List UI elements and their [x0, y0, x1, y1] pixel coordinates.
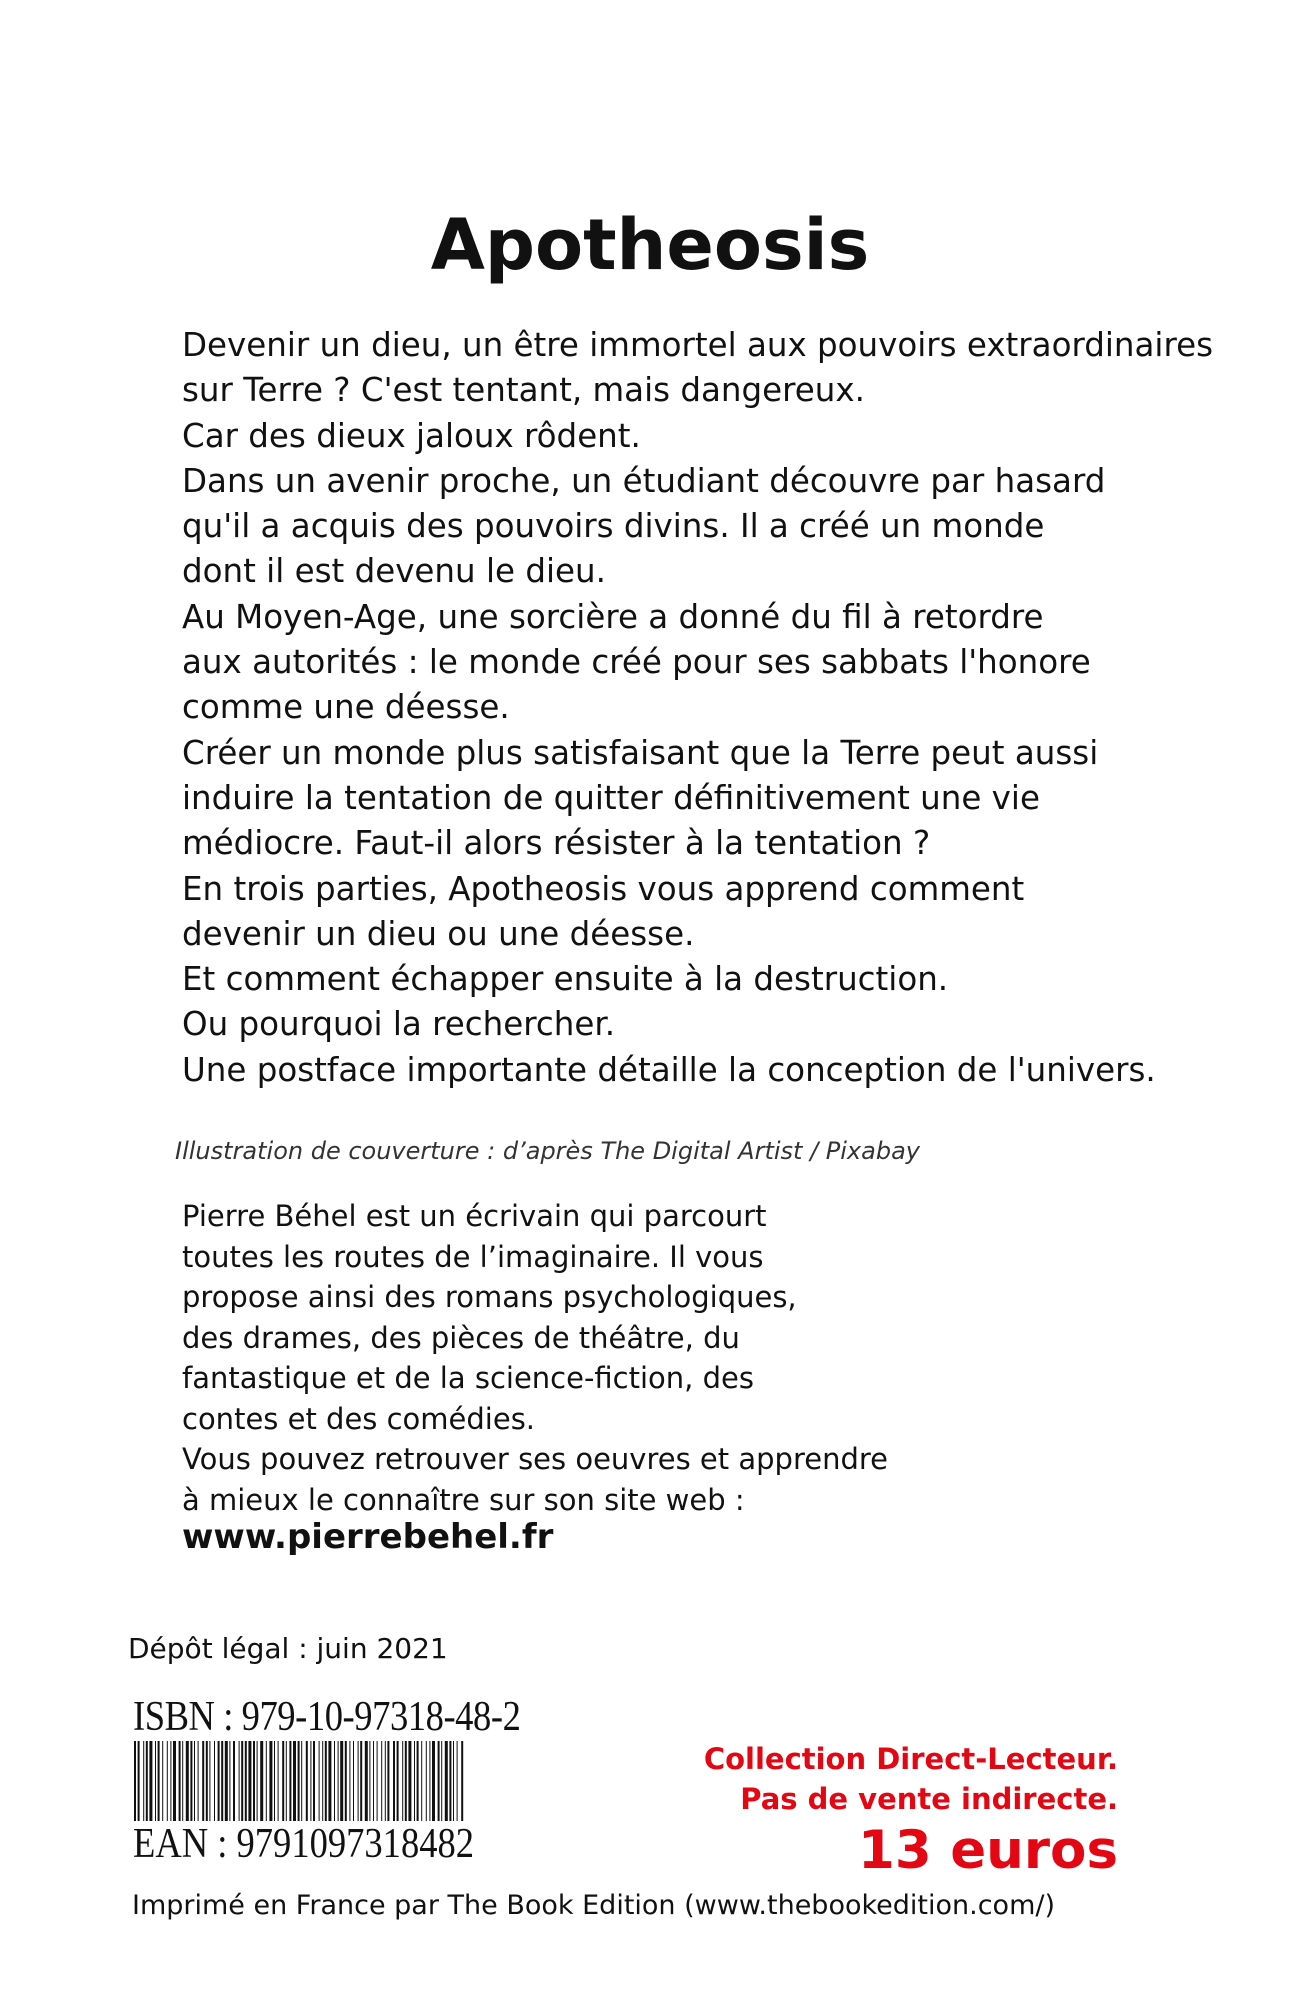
blurb-line: sur Terre ? C'est tentant, mais dangereux. [182, 371, 865, 410]
barcode-bar [206, 1741, 208, 1821]
barcode-bar [408, 1741, 411, 1821]
barcode-bar [349, 1741, 350, 1821]
barcode-bar [328, 1741, 331, 1821]
book-title: Apotheosis [430, 204, 870, 286]
barcode-bar [313, 1741, 315, 1821]
barcode-bar [417, 1741, 419, 1821]
back-cover-blurb [182, 323, 1262, 1093]
barcode-bar [393, 1741, 395, 1821]
blurb-line: induire la tentation de quitter définitivement une vie [182, 778, 1040, 817]
barcode-bar [405, 1741, 407, 1821]
barcode-bar [233, 1741, 235, 1821]
bio-line: des drames, des pièces de théâtre, du [182, 1320, 740, 1355]
barcode-bar [373, 1741, 374, 1821]
printer-notice: Imprimé en France par The Book Edition (www.thebookedition.com/) [132, 1890, 1056, 1921]
barcode-bar [190, 1741, 192, 1821]
barcode-bar [194, 1741, 195, 1821]
barcode-bar [245, 1741, 247, 1821]
barcode-bar [278, 1741, 279, 1821]
barcode-bar [229, 1741, 230, 1821]
barcode-bar [353, 1741, 354, 1821]
blurb-line: En trois parties, Apotheosis vous apprend comment [182, 869, 1025, 908]
barcode-bar [441, 1741, 442, 1821]
barcode-bar [198, 1741, 199, 1821]
blurb-line: aux autorités : le monde créé pour ses sabbats l'honore [182, 643, 1091, 682]
barcode-bar [202, 1741, 204, 1821]
barcode-bar [149, 1741, 152, 1821]
barcode-bar [248, 1741, 251, 1821]
barcode [133, 1741, 465, 1821]
barcode-bar [334, 1741, 335, 1821]
barcode-bar [426, 1741, 427, 1821]
barcode-bar [162, 1741, 163, 1821]
barcode-bar [421, 1741, 422, 1821]
barcode-bar [340, 1741, 343, 1821]
barcode-bar [286, 1741, 287, 1821]
barcode-bar [310, 1741, 311, 1821]
barcode-bar [167, 1741, 168, 1821]
sales-notice-line: Pas de vente indirecte. [740, 1782, 1118, 1816]
barcode-bar [225, 1741, 228, 1821]
barcode-bar [269, 1741, 272, 1821]
barcode-bar [429, 1741, 430, 1821]
barcode-bar [457, 1741, 458, 1821]
barcode-bar [155, 1741, 156, 1821]
barcode-bar [143, 1741, 144, 1821]
blurb-line: Car des dieux jaloux rôdent. [182, 416, 641, 455]
barcode-bar [221, 1741, 223, 1821]
barcode-bar [182, 1741, 183, 1821]
blurb-line: Au Moyen-Age, une sorcière a donné du fil à retordre [182, 597, 1044, 636]
barcode-bar [158, 1741, 160, 1821]
barcode-bar [445, 1741, 448, 1821]
price: 13 euros [858, 1820, 1118, 1881]
barcode-bar [387, 1741, 389, 1821]
barcode-bar [260, 1741, 263, 1821]
barcode-bar [360, 1741, 362, 1821]
barcode-bar [449, 1741, 451, 1821]
barcode-bar [134, 1741, 136, 1821]
barcode-bar [241, 1741, 243, 1821]
blurb-line: Et comment échapper ensuite à la destruction. [182, 960, 949, 999]
barcode-bar [325, 1741, 327, 1821]
bio-line: contes et des comédies. [182, 1401, 536, 1436]
blurb-line: Dans un avenir proche, un étudiant découvre par hasard [182, 461, 1106, 500]
barcode-bar [257, 1741, 258, 1821]
barcode-bar [214, 1741, 215, 1821]
barcode-bar [186, 1741, 189, 1821]
blurb-line: dont il est devenu le dieu. [182, 552, 606, 591]
barcode-bar [402, 1741, 403, 1821]
barcode-bar [438, 1741, 440, 1821]
blurb-line: qu'il a acquis des pouvoirs divins. Il a créé un monde [182, 507, 1045, 546]
barcode-bar [289, 1741, 291, 1821]
barcode-bar [274, 1741, 275, 1821]
barcode-bar [385, 1741, 386, 1821]
barcode-bar [432, 1741, 435, 1821]
barcode-bar [338, 1741, 339, 1821]
barcode-bar [301, 1741, 302, 1821]
bio-line: toutes les routes de l’imaginaire. Il vous [182, 1239, 764, 1274]
barcode-bar [322, 1741, 323, 1821]
barcode-bar [345, 1741, 347, 1821]
bio-line: propose ainsi des romans psychologiques, [182, 1280, 797, 1314]
barcode-bar [319, 1741, 320, 1821]
barcode-bar [306, 1741, 308, 1821]
barcode-bar [397, 1741, 399, 1821]
barcode-bar [253, 1741, 255, 1821]
barcode-bar [170, 1741, 171, 1821]
blurb-line: Une postface importante détaille la conception de l'univers. [182, 1050, 1156, 1089]
author-website: www.pierrebehel.fr [182, 1517, 554, 1557]
barcode-bar [138, 1741, 140, 1821]
barcode-bar [293, 1741, 296, 1821]
barcode-bar [179, 1741, 181, 1821]
legal-deposit: Dépôt légal : juin 2021 [128, 1632, 448, 1665]
barcode-bar [377, 1741, 378, 1821]
bio-line: fantastique et de la science-fiction, des [182, 1361, 754, 1395]
barcode-bar [282, 1741, 284, 1821]
collection-line: Collection Direct-Lecteur. [703, 1742, 1118, 1776]
barcode-bar [239, 1741, 240, 1821]
barcode-bar [461, 1741, 463, 1821]
barcode-bar [209, 1741, 210, 1821]
blurb-line: médiocre. Faut-il alors résister à la tentation ? [182, 824, 931, 863]
barcode-bar [369, 1741, 370, 1821]
collection-notice [704, 1739, 1118, 1819]
author-bio [182, 1196, 888, 1520]
barcode-bar [365, 1741, 368, 1821]
barcode-bar [173, 1741, 176, 1821]
barcode-bar [453, 1741, 454, 1821]
bio-line: Pierre Béhel est un écrivain qui parcourt [182, 1199, 767, 1233]
blurb-line: Créer un monde plus satisfaisant que la Terre peut aussi [182, 733, 1099, 772]
barcode-bar [358, 1741, 359, 1821]
illustration-credit: Illustration de couverture : d’après The Digital Artist / Pixabay [175, 1137, 920, 1165]
barcode-bar [298, 1741, 300, 1821]
blurb-line: comme une déesse. [182, 688, 510, 727]
bio-line: à mieux le connaître sur son site web : [182, 1482, 745, 1517]
barcode-bar [218, 1741, 220, 1821]
barcode-bar [381, 1741, 382, 1821]
blurb-line: Devenir un dieu, un être immortel aux pouvoirs extraordinaires [182, 326, 1214, 364]
ean-label: EAN : 9791097318482 [133, 1821, 475, 1867]
barcode-bar [146, 1741, 148, 1821]
bio-line: Vous pouvez retrouver ses oeuvres et apprendre [182, 1442, 888, 1476]
isbn-label: ISBN : 979-10-97318-48-2 [133, 1694, 521, 1740]
blurb-line: Ou pourquoi la rechercher. [182, 1005, 616, 1044]
barcode-bar [266, 1741, 267, 1821]
blurb-line: devenir un dieu ou une déesse. [182, 914, 695, 953]
barcode-bar [414, 1741, 415, 1821]
